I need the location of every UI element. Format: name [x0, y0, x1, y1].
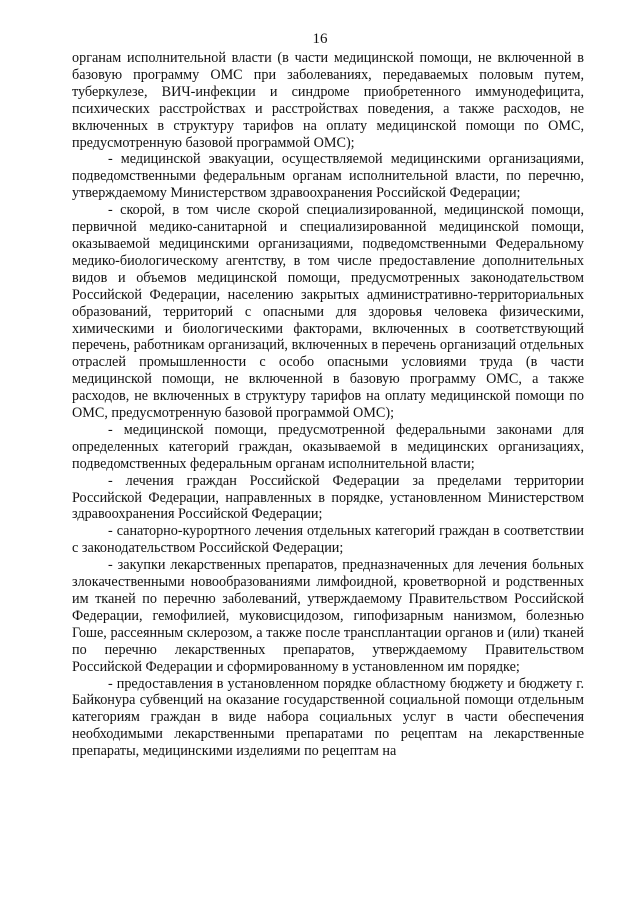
- paragraph-federal-law-categories: - медицинской помощи, предусмотренной федеральными законами для определенных категорий граждан, оказываемой в медицинских организациях, подведомственных федеральным органам исполнительной власти;: [72, 421, 584, 472]
- paragraph-sanatorium-treatment: - санаторно-курортного лечения отдельных категорий граждан в соответствии с законодательством Российской Федерации;: [72, 523, 584, 557]
- document-body: [72, 50, 584, 760]
- paragraph-federal-authorities-continuation: органам исполнительной власти (в части медицинской помощи, не включенной в базовую программу ОМС при заболеваниях, передаваемых половым путем, туберкулезе, ВИЧ-инфекции и синдроме приобретенного иммунодефицита, психических расстройствах и расстройствах поведения, а также расходов, не включенных в структуру тарифов на оплату медицинской помощи по ОМС, предусмотренную базовой программой ОМС);: [72, 50, 584, 151]
- page-number: 16: [312, 31, 328, 47]
- paragraph-medical-evacuation: - медицинской эвакуации, осуществляемой медицинскими организациями, подведомственными федеральным органам исполнительной власти, по перечню, утверждаемому Министерством здравоохранения Российской Федерации;: [72, 151, 584, 202]
- paragraph-treatment-abroad: - лечения граждан Российской Федерации за пределами территории Российской Федерации, направленных в порядке, установленном Министерством здравоохранения Российской Федерации;: [72, 472, 584, 523]
- paragraph-subventions-baikonur: - предоставления в установленном порядке областному бюджету и бюджету г. Байконура субвенций на оказание государственной социальной помощи отдельным категориям граждан в виде набора социальных услуг в части обеспечения необходимыми лекарственными препаратами по рецептам на лекарственные препараты, медицинскими изделиями по рецептам на: [72, 675, 584, 760]
- paragraph-drug-procurement: - закупки лекарственных препаратов, предназначенных для лечения больных злокачественными новообразованиями лимфоидной, кроветворной и родственных им тканей по перечню заболеваний, утверждаемому Правительством Российской Федерации, гемофилией, муковисцидозом, гипофизарным нанизмом, болезнью Гоше, рассеянным склерозом, а также после трансплантации органов и (или) тканей по перечню лекарственных препаратов, утверждаемому Правительством Российской Федерации и сформированному в установленном им порядке;: [72, 557, 584, 675]
- paragraph-emergency-care-fmba: - скорой, в том числе скорой специализированной, медицинской помощи, первичной медико-санитарной и специализированной медицинской помощи, оказываемой медицинскими организациями, подведомственными Федеральному медико-биологическому агентству, в том числе предоставление дополнительных видов и объемов медицинской помощи, предусмотренных законодательством Российской Федерации, населению закрытых административно-территориальных образований, территорий с опасными для здоровья человека физическими, химическими и биологическими факторами, включенных в соответствующий перечень, работникам организаций, включенных в перечень организаций отдельных отраслей промышленности с особо опасными условиями труда (в части медицинской помощи, не включенной в базовую программу ОМС, а также расходов, не включенных в структуру тарифов на оплату медицинской помощи по ОМС, предусмотренную базовой программой ОМС);: [72, 202, 584, 422]
